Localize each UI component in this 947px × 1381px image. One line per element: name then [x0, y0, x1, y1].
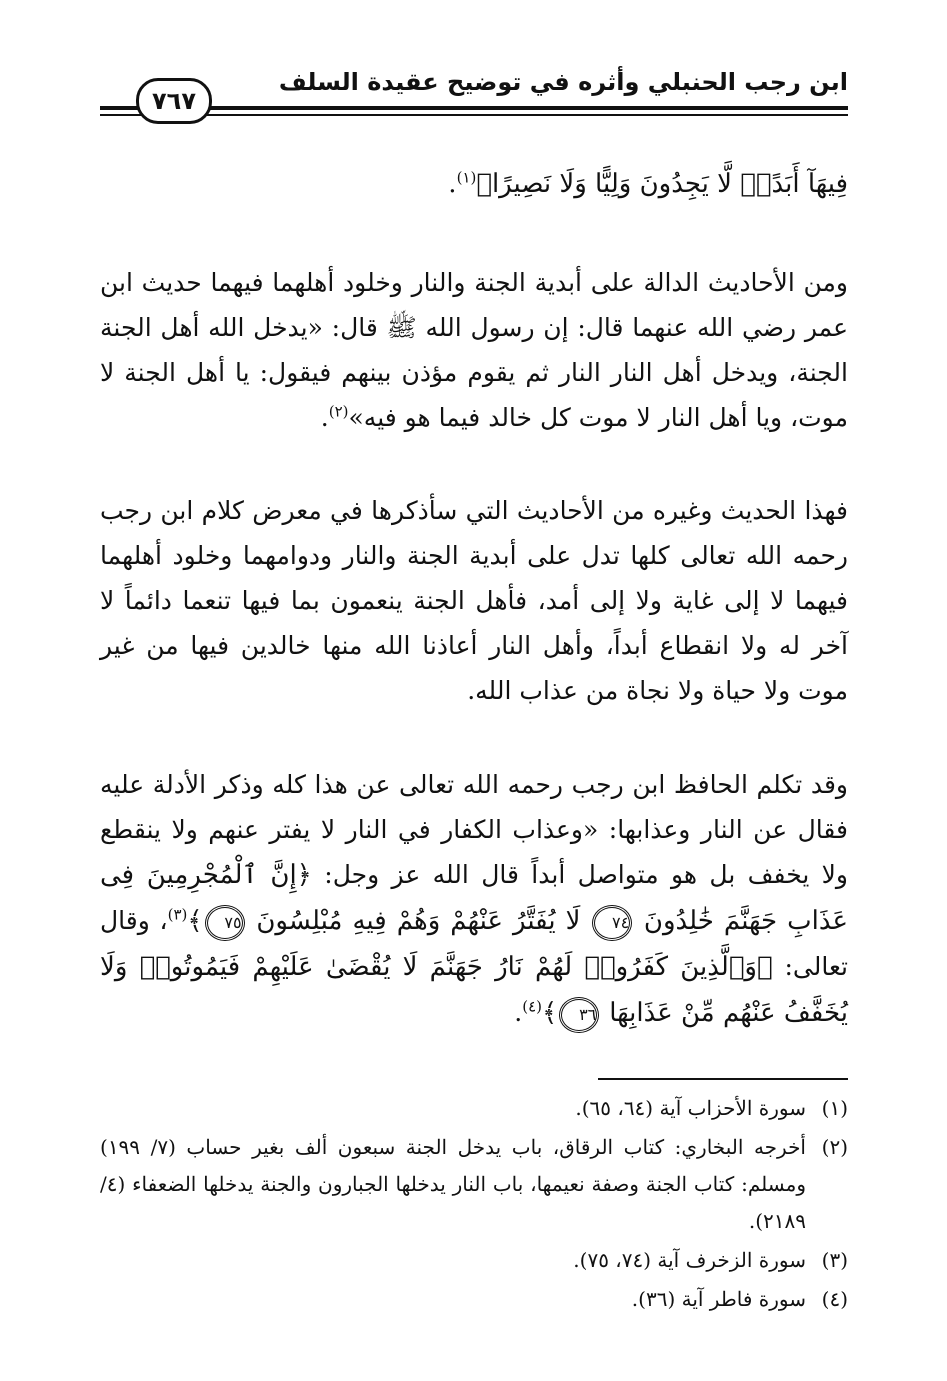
ayah-number-marker: ٣٦ [559, 997, 599, 1033]
footnote-item [100, 1281, 848, 1318]
quran-verse-continuation: فِيهَآ أَبَدًاۖ لَّا يَجِدُونَ وَلِيًّا وَلَا نَصِيرًا﴾$^{(١)}$. [448, 168, 848, 199]
footnote-item [100, 1129, 848, 1240]
paragraph-text: وقد تكلم الحافظ ابن رجب رحمه الله تعالى عن هذا كله وذكر الأدلة عليه فقال عن النار وعذابها: «وعذاب الكفار في النار لا يفتر عنهم ولا ينقطع ولا يخفف بل هو متواصل أبداً قال الله عز وجل: [100, 770, 848, 889]
footnote-separator [598, 1078, 848, 1080]
running-title: ابن رجب الحنبلي وأثره في توضيح عقيدة السلف [278, 68, 848, 96]
page-header [100, 60, 848, 130]
header-rule-thin [100, 114, 848, 116]
footnote-ref: (٤) [522, 997, 543, 1016]
paragraph-ibn-rajab: وقد تكلم الحافظ ابن رجب رحمه الله تعالى عن هذا كله وذكر الأدلة عليه فقال عن النار وعذابها: «وعذاب الكفار في النار لا يفتر عنهم ولا ينقطع ولا يخفف بل هو متواصل أبداً قال الله عز وجل: ﴿إِنَّ ٱلْمُجْرِمِينَ فِى عَذَابِ جَهَنَّمَ خَٰلِدُونَ ٧٤ لَا يُفَتَّرُ عَنْهُمْ وَهُمْ فِيهِ مُبْلِسُونَ ٧٥﴾$^{(٣)}$، وقال تعالى: ﴿وَٱلَّذِينَ كَفَرُوا۟ لَهُمْ نَارُ جَهَنَّمَ لَا يُقْضَىٰ عَلَيْهِمْ فَيَمُوتُوا۟ وَلَا يُخَفَّفُ عَنْهُم مِّنْ عَذَابِهَا ٣٦﴾$^{(٤)}$. [100, 762, 848, 1036]
footnote-text: أخرجه البخاري: كتاب الرقاق، باب يدخل الجنة سبعون ألف بغير حساب (٧/ ١٩٩) ومسلم: كتاب الجنة وصفة نعيمها، باب النار يدخلها الجبارون والجنة يدخلها الضعفاء (٤/ ٢١٨٩). [100, 1135, 806, 1233]
quran-text: لَا يُفَتَّرُ عَنْهُمْ وَهُمْ فِيهِ مُبْلِسُونَ [256, 906, 581, 936]
ayah-number-marker: ٧٤ [592, 905, 632, 941]
paragraph-commentary [100, 488, 848, 713]
footnote-number: (٣) [821, 1248, 848, 1272]
page-number: ٧٦٧ [136, 78, 212, 124]
footnote-ref: (٣) [167, 905, 188, 924]
footnote-item [100, 1090, 848, 1127]
footnote-text: سورة فاطر آية (٣٦). [631, 1287, 806, 1311]
quran-text: ﴿وَٱلَّذِينَ كَفَرُوا۟ لَهُمْ نَارُ جَهَنَّمَ لَا يُقْضَىٰ عَلَيْهِمْ فَيَمُوتُوا۟ وَلَا يُخَفَّفُ عَنْهُم مِّنْ عَذَابِهَا [100, 952, 848, 1028]
paragraph-hadith: ومن الأحاديث الدالة على أبدية الجنة والنار وخلود أهلهما فيهما حديث ابن عمر رضي الله عنهما قال: إن رسول الله ﷺ قال: «يدخل الله أهل الجنة الجنة، ويدخل أهل النار النار ثم يقوم مؤذن بينهم فيقول: يا أهل الجنة لا موت، ويا أهل النار لا موت كل خالد فيما هو فيه»$^{(٢)}$. [100, 268, 848, 432]
ayah-number-marker: ٧٥ [205, 905, 245, 941]
footnote-text: سورة الأحزاب آية (٦٤، ٦٥). [575, 1096, 806, 1120]
header-rule-thick [100, 106, 848, 110]
paragraph-text: فهذا الحديث وغيره من الأحاديث التي سأذكرها في معرض كلام ابن رجب رحمه الله تعالى كلها تدل على أبدية الجنة والنار ودوامهما وخلود أهلهما فيهما لا إلى غاية ولا إلى أمد، فأهل الجنة ينعمون بما فيها تنعما دائماً لا آخر له ولا انقطاع أبداً، وأهل النار أعاذنا الله منها خالدين فيها من غير موت ولا حياة ولا نجاة من عذاب الله. [100, 496, 848, 705]
footnote-number: (١) [821, 1096, 848, 1120]
footnote-text: سورة الزخرف آية (٧٤، ٧٥). [573, 1248, 806, 1272]
paragraph-text: ومن الأحاديث الدالة على أبدية الجنة والنار وخلود أهلهما فيهما حديث ابن عمر رضي الله عنهما قال: إن رسول الله ﷺ قال: «يدخل الله أهل الجنة الجنة، ويدخل أهل النار النار ثم يقوم مؤذن بينهم فيقول: يا أهل الجنة لا موت، ويا أهل النار لا موت كل خالد فيما هو فيه» [100, 268, 848, 432]
footnotes [100, 1090, 848, 1320]
footnote-ref: (٢) [328, 402, 349, 421]
quran-text: فِيهَآ أَبَدًاۖ لَّا يَجِدُونَ وَلِيًّا وَلَا نَصِيرًا﴾ [476, 169, 848, 199]
footnote-number: (٢) [821, 1135, 848, 1159]
quran-text: ﴿إِنَّ ٱلْمُجْرِمِينَ فِى عَذَابِ جَهَنَّمَ خَٰلِدُونَ [100, 860, 848, 936]
footnote-item [100, 1242, 848, 1279]
footnote-ref: (١) [456, 168, 477, 187]
footnote-number: (٤) [821, 1287, 848, 1311]
